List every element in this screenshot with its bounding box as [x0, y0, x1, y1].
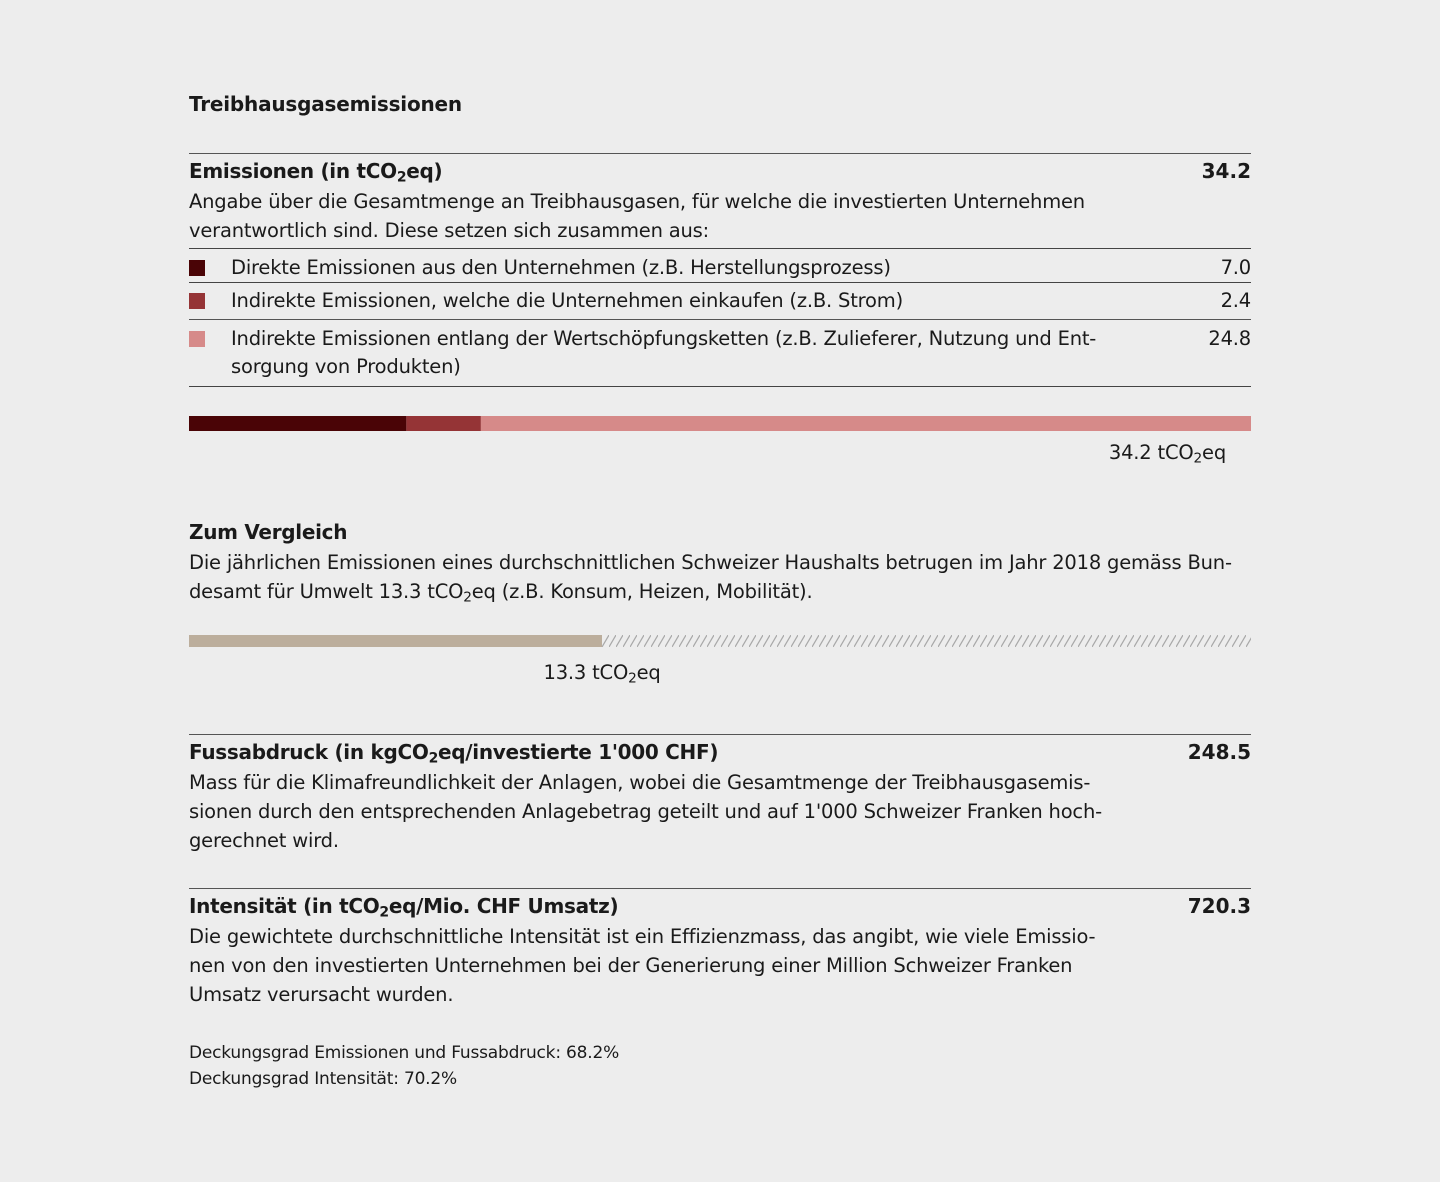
divider — [189, 248, 1251, 249]
divider — [189, 319, 1251, 320]
divider — [189, 734, 1251, 735]
emissions-heading-text-end: eq) — [406, 159, 443, 183]
divider — [189, 153, 1251, 154]
legend-swatch — [189, 331, 205, 347]
divider — [189, 282, 1251, 283]
description-text-end: eq (z.B. Konsum, Heizen, Mobilität). — [471, 580, 813, 603]
legend-label-line: Indirekte Emissionen entlang der Wertschöpfungsketten (z.B. Zulieferer, Nutzung und Ent- — [231, 327, 1097, 350]
stacked-bar-segment-3 — [481, 416, 1251, 431]
description-line: verantwortlich sind. Diese setzen sich zusammen aus: — [189, 219, 709, 242]
legend-value: 7.0 — [1220, 256, 1251, 279]
divider — [189, 888, 1251, 889]
description-line: Die gewichtete durchschnittliche Intensität ist ein Effizienzmass, das angibt, wie viele Emissio- — [189, 925, 1096, 948]
description-line: gerechnet wird. — [189, 829, 339, 852]
comparison-bar-fill — [189, 635, 602, 647]
comparison-heading: Zum Vergleich — [189, 520, 348, 544]
description-line — [189, 577, 1232, 606]
footprint-heading-text-end: eq/investierte 1'000 CHF) — [438, 740, 719, 764]
coverage-intensity-note: Deckungsgrad Intensität: 70.2% — [189, 1069, 457, 1089]
section-title: Treibhausgasemissionen — [189, 92, 462, 116]
footprint-heading — [189, 740, 719, 767]
comparison-bar-label — [543, 661, 661, 687]
legend-label-line: sorgung von Produkten) — [231, 355, 461, 378]
comparison-bar — [189, 635, 1251, 647]
footprint-description — [189, 768, 1102, 855]
subscript: 2 — [396, 169, 407, 186]
legend-value: 2.4 — [1220, 289, 1251, 312]
total-bar-label — [1108, 441, 1226, 467]
stacked-bar-segment-1 — [189, 416, 406, 431]
legend-label: Indirekte Emissionen, welche die Unternehmen einkaufen (z.B. Strom) — [231, 289, 903, 312]
legend-label: Direkte Emissionen aus den Unternehmen (z.B. Herstellungsprozess) — [231, 256, 891, 279]
description-line: Die jährlichen Emissionen eines durchschnittlichen Schweizer Haushalts betrugen im Jahr 2018 gemäss Bun- — [189, 551, 1232, 574]
description-line: Mass für die Klimafreundlichkeit der Anlagen, wobei die Gesamtmenge der Treibhausgasemis- — [189, 771, 1091, 794]
stacked-emissions-bar — [189, 416, 1251, 431]
intensity-description — [189, 922, 1095, 1009]
description-line: Umsatz verursacht wurden. — [189, 983, 454, 1006]
footnotes — [189, 1040, 619, 1092]
legend-swatch — [189, 260, 205, 276]
description-line: Angabe über die Gesamtmenge an Treibhausgasen, für welche die investierten Unternehmen — [189, 190, 1085, 213]
legend-value: 24.8 — [1208, 327, 1251, 350]
subscript: 2 — [463, 589, 472, 606]
intensity-value: 720.3 — [1187, 894, 1251, 918]
emissions-description — [189, 187, 1085, 245]
stacked-bar-segment-2 — [406, 416, 481, 431]
description-line: sionen durch den entsprechenden Anlagebetrag geteilt und auf 1'000 Schweizer Franken hoch- — [189, 800, 1102, 823]
emissions-value: 34.2 — [1201, 159, 1251, 183]
description-text: desamt für Umwelt 13.3 tCO — [189, 580, 464, 603]
legend-swatch — [189, 293, 205, 309]
bar-label-text: 13.3 tCO — [543, 661, 629, 684]
subscript: 2 — [1193, 450, 1203, 467]
bar-label-text: 34.2 tCO — [1108, 441, 1194, 464]
subscript: 2 — [379, 904, 389, 921]
subscript: 2 — [628, 670, 637, 687]
bar-label-text-end: eq — [636, 661, 661, 684]
bar-label-text-end: eq — [1202, 441, 1226, 464]
legend-label — [231, 325, 1131, 381]
emissions-heading — [189, 159, 443, 186]
divider — [189, 386, 1251, 387]
comparison-description — [189, 548, 1232, 606]
footprint-value: 248.5 — [1187, 740, 1251, 764]
description-line: nen von den investierten Unternehmen bei der Generierung einer Million Schweizer Franken — [189, 954, 1073, 977]
intensity-heading — [189, 894, 619, 921]
footprint-heading-text: Fussabdruck (in kgCO — [189, 740, 429, 764]
coverage-emissions-note: Deckungsgrad Emissionen und Fussabdruck: 68.2% — [189, 1043, 620, 1063]
comparison-bar-remainder-hatched — [602, 635, 1251, 647]
intensity-heading-text: Intensität (in tCO — [189, 894, 380, 918]
intensity-heading-text-end: eq/Mio. CHF Umsatz) — [388, 894, 619, 918]
emissions-heading-text: Emissionen (in tCO — [189, 159, 397, 183]
subscript: 2 — [428, 750, 439, 767]
